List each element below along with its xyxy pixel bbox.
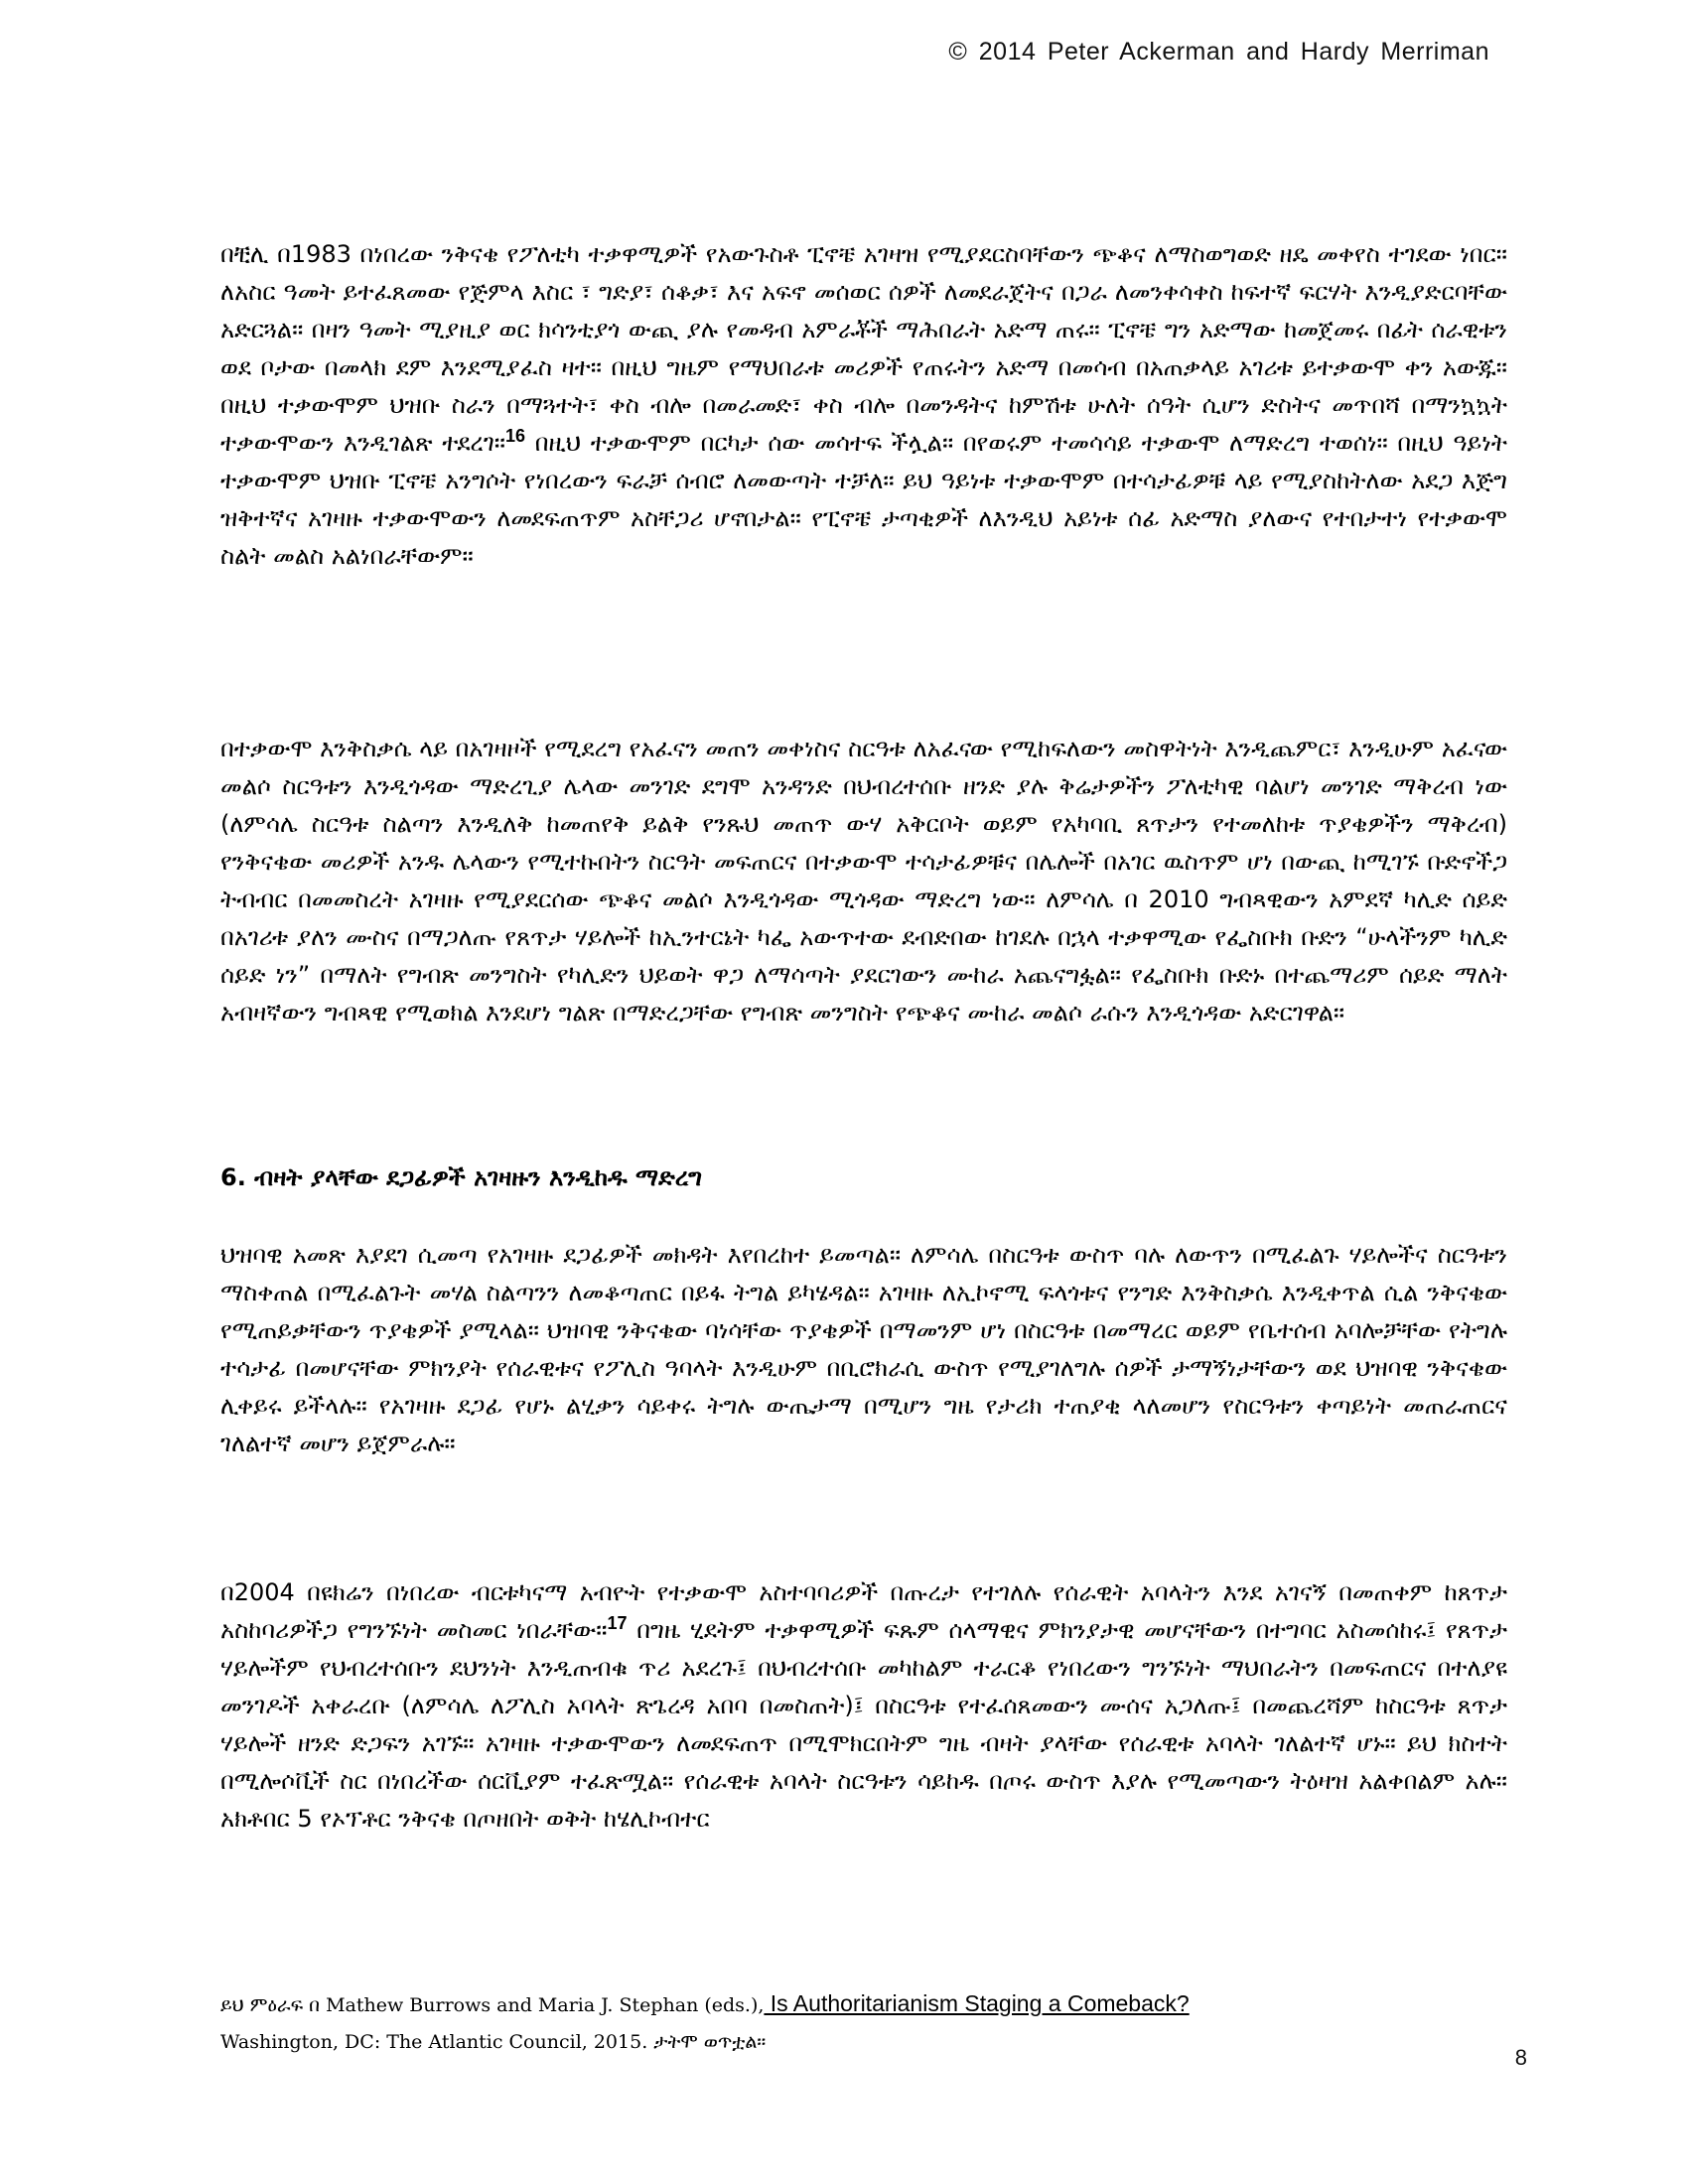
paragraph-defections: [220, 1236, 1507, 1462]
paragraph-ukraine-2004: [220, 1573, 1507, 1838]
section-heading: 6. ብዛት ያላቸው ደጋፊዎች አገዛዙን እንዲከዱ ማድረግ: [220, 1163, 703, 1191]
copyright-header: © 2014 Peter Ackerman and Hardy Merriman: [948, 38, 1489, 66]
footnote-prefix: ይህ ምዕራፍ በ Mathew Burrows and Maria J. Stephan (eds.),: [220, 1994, 765, 2016]
paragraph-repression-backfire: [220, 730, 1507, 1031]
footnote-publisher: Washington, DC: The Atlantic Council, 2015. ታትሞ ወጥቷል።: [220, 2031, 767, 2053]
paragraph-text: በዚህ ተቃውሞም በርካታ ሰው መሳተፍ ችሏል። በየወሩም ተመሳሳይ ተቃውሞ ለማድረግ ተወሰነ። በዚህ ዓይነት ተቃውሞም ህዝቡ ፒኖቼ አንግሶት የነበረውን ፍራቻ ሰብሮ ለመውጣት ተቻለ። ይህ ዓይነቱ ተቃውሞም በተሳታፊዎቹ ላይ የሚያስከትለው አደጋ እጅግ ዝቅተኛና አገዛዙ ተቃውሞውን ለመደፍጠጥም አስቸጋሪ ሆኖበታል። የፒኖቼ ታጣቂዎች ለእንዲህ አይነቱ ሰፊ አድማስ ያለውና የተበታተነ የተቃውሞ ስልት መልስ አልነበራቸውም።: [220, 429, 1508, 570]
paragraph-chile-1983: [220, 235, 1507, 575]
paragraph-text: በተቃውሞ እንቅስቃሴ ላይ በአገዛዞች የሚደረግ የአፈናን መጠን መቀነስና ስርዓቱ ለአፈናው የሚከፍለውን መስዋትነት እንዲጨምር፣ እንዲሁም አፈናው መልሶ ስርዓቱን እንዲጎዳው ማድረጊያ ሌላው መንገድ ደግሞ አንዳንድ በህብረተሰቡ ዘንድ ያሉ ቅሬታዎችን ፖለቲካዊ ባልሆነ መንገድ ማቅረብ ነው (ለምሳሌ ስርዓቱ ስልጣን እንዲለቅ ከመጠየቅ ይልቅ የንጹህ መጠጥ ውሃ አቅርቦት ወይም የአካባቢ ጸጥታን የተመለከቱ ጥያቄዎችን ማቅረብ) የንቅናቄው መሪዎች አንዱ ሌላውን የሚተኩበትን ስርዓት መፍጠርና በተቃውሞ ተሳታፊዎቹና በሌሎች በአገር ዉስጥም ሆነ በውጪ ከሚገኙ ቡድኖችጋ ትብብር በመመስረት አገዛዙ የሚያደርሰው ጭቆና መልሶ እንዲጎዳው ሚጎዳው ማድረግ ነው። ለምሳሌ በ 2010 ግብጻዊውን አምደኛ ካሊድ ሰይድ በአገሪቱ ያለን ሙስና በማጋለጡ የጸጥታ ሃይሎች ከኢንተርኔት ካፌ አውጥተው ደብድበው ከገደሉ በኋላ ተቃዋሚው የፌስቡክ ቡድን “ሁላችንም ካሊድ ሰይድ ነን” በማለት የግብጽ መንግስት የካሊድን ህይወት ዋጋ ለማሳጣት ያደርገውን ሙከራ አጨናግፏል። የፌስቡክ ቡድኑ በተጨማሪም ሰይድ ማለት አብዛኛውን ግብጻዊ የሚወክል እንደሆነ ግልጽ በማድረጋቸው የግብጽ መንግስት የጭቆና ሙከራ መልሶ ራሱን እንዲጎዳው አድርገዋል።: [220, 735, 1507, 1026]
footnote-reference[interactable]: 16: [505, 426, 526, 446]
paragraph-text: በግዜ ሂደትም ተቃዋሚዎች ፍጹም ሰላማዊና ምክንያታዊ መሆናቸውን በተግባር አስመሰከሩ፤ የጸጥታ ሃይሎችም የህብረተሰቡን ደህንነት እንዲጠብቁ ጥሪ አደረጉ፤ በህብረተሰቡ መካከልም ተራርቆ የነበረውን ግንኙነት ማህበራትን በመፍጠርና በተለያዩ መንገዶች አቀራረቡ (ለምሳሌ ለፖሊስ አባላት ጽጌረዳ አበባ በመስጠት)፤ በስርዓቱ የተፈሰጸመውን ሙሰና አጋለጡ፤ በመጨረሻም ከስርዓቱ ጸጥታ ሃይሎች ዘንድ ድጋፍን አገኙ። አገዛዙ ተቃውሞውን ለመደፍጠጥ በሚሞክርበትም ግዜ ብዛት ያላቸው የሰራዊቱ አባላት ገለልተኛ ሆኑ። ይህ ክስተት በሚሎሶቪች ስር በነበረችው ሰርቪያም ተፈጽሟል። የሰራዊቱ አባላት ስርዓቱን ሳይከዱ በጦሩ ውስጥ እያሉ የሚመጣውን ትዕዛዝ አልቀበልም አሉ። አክቶበር 5 የኦፕቶር ንቅናቄ በጦዘበት ወቅት ከሄሊኮብተር: [220, 1616, 1507, 1833]
page-number: 8: [1514, 2045, 1527, 2070]
paragraph-text: ህዝባዊ አመጽ እያደገ ሲመጣ የአገዛዙ ደጋፊዎች መክዳት እየበረከተ ይመጣል። ለምሳሌ በስርዓቱ ውስጥ ባሉ ለውጥን በሚፈልጉ ሃይሎችና ስርዓቱን ማስቀጠል በሚፈልጉት መሃል ስልጣንን ለመቆጣጠር በይፋ ትግል ይካሄዳል። አገዛዙ ለኢኮኖሚ ፍላጎቱና የንግድ እንቅስቃሴ እንዲቀጥል ሲል ንቅናቄው የሚጠይቃቸውን ጥያቄዎች ያሚላል። ህዝባዊ ንቅናቄው ባነሳቸው ጥያቄዎች በማመንም ሆነ በስርዓቱ በመማረር ወይም የቤተሰብ አባሎቻቸው የትግሉ ተሳታፊ በመሆናቸው ምክንያት የሰራዊቱና የፖሊስ ዓባላት እንዲሁም በቢሮክራሲ ውስጥ የሚያገለግሉ ሰዎች ታማኝነታቸውን ወደ ህዝባዊ ንቅናቄው ሊቀይሩ ይችላሉ። የአገዛዙ ደጋፊ የሆኑ ልሂቃን ሳይቀሩ ትግሉ ውጤታማ በሚሆን ግዜ የታሪክ ተጠያቂ ላለመሆን የስርዓቱን ቀጣይነት መጠራጠርና ገለልተኛ መሆን ይጀምራሉ።: [220, 1241, 1507, 1457]
book-title-link[interactable]: Is Authoritarianism Staging a Comeback?: [764, 1990, 1190, 2016]
footnote-reference[interactable]: 17: [607, 1613, 628, 1633]
paragraph-text: በቺሊ በ1983 በነበረው ንቅናቄ የፖለቲካ ተቃዋሚዎች የአውጉስቶ ፒኖቼ አገዛዝ የሚያደርስባቸውን ጭቆና ለማስወግወድ ዘዴ መቀየስ ተገደው ነበር። ለአስር ዓመት ይተፈጸመው የጅምላ እስር ፣ ግድያ፣ ሰቆቃ፣ እና አፍኖ መሰወር ሰዎች ለመደራጀትና በጋራ ለመንቀሳቀስ ከፍተኛ ፍርሃት እንዲያድርባቸው አድርጓል። በዛን ዓመት ሚያዚያ ወር ክሳንቲያጎ ውጪ ያሉ የመዳብ አምራቾች ማሕበራት አድማ ጠሩ። ፒኖቼ ግን አድማው ከመጀመሩ በፊት ሰራዊቱን ወደ ቦታው በመላክ ደም እንደሚያፈስ ዛተ። በዚህ ግዜም የማህበራቱ መሪዎች የጠሩትን አድማ በመሳብ በአጠቃላይ አገሪቱ ይተቃውሞ ቀን አውጁ። በዚህ ተቃውሞም ህዝቡ ስራን በማጓተት፣ ቀስ ብሎ በመራመድ፣ ቀስ ብሎ በመንዳትና ከምሽቱ ሁለት ሰዓት ሲሆን ድስትና መጥበሻ በማንኳኳት ተቃውሞውን እንዲገልጽ ተደረገ።: [220, 240, 1507, 457]
source-footnote: [220, 1985, 1511, 2061]
paragraph-text: በ2004 በዩክሬን በነበረው ብርቱካናማ አብዮት የተቃውሞ አስተባባሪዎች በጡረታ የተገለሉ የሰራዊት አባላትን እንደ አገናኝ በመጠቀም ከጸጥታ አስከባሪዎችጋ የግንኙነት መስመር ነበራቸው።: [220, 1578, 1507, 1644]
